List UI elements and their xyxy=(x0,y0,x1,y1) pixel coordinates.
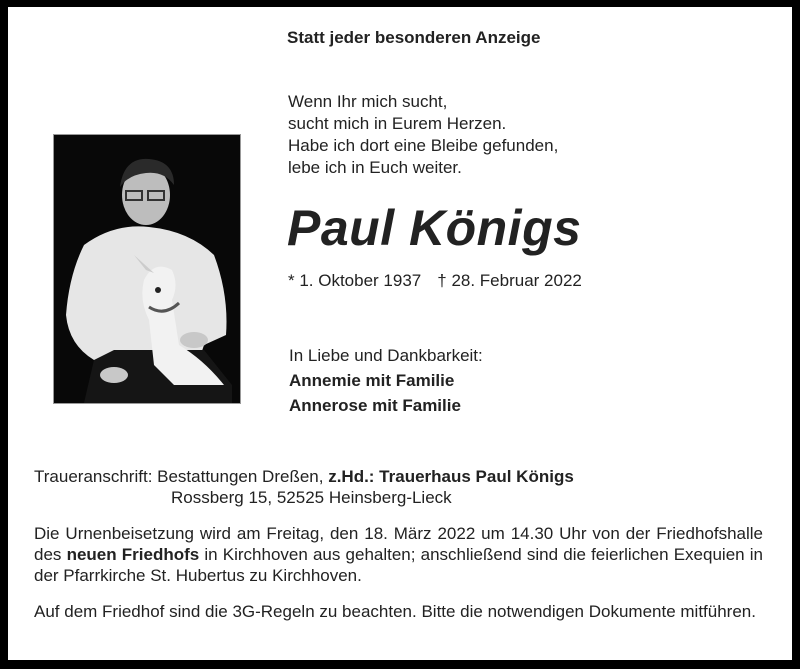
address-line2: Rossberg 15, 52525 Heinsberg-Lieck xyxy=(171,488,452,507)
poem-line: lebe ich in Euch weiter. xyxy=(288,158,462,177)
funeral-text: in Kirchhoven aus gehalten; anschließend sind die feierlichen Exequien in der Pfarrkirche St. Hubertus zu Kirchhoven. xyxy=(34,545,763,585)
funeral-location: neuen Friedhofs xyxy=(66,545,200,564)
address-label: Traueranschrift: xyxy=(34,467,158,486)
signer: Annerose mit Familie xyxy=(289,396,461,415)
life-dates xyxy=(288,271,582,291)
portrait-man-with-dog-icon xyxy=(54,135,240,403)
heading: Statt jeder besonderen Anzeige xyxy=(287,28,541,47)
thanks-intro: In Liebe und Dankbarkeit: xyxy=(289,346,483,365)
funeral-text: Die Urnenbeisetzung wird am Freitag, den 18. März 2022 um 14.30 Uhr von der Friedhofshalle des xyxy=(34,524,763,564)
poem-line: sucht mich in Eurem Herzen. xyxy=(288,114,507,133)
funeral-info xyxy=(34,523,763,586)
address-attention: z.Hd.: Trauerhaus Paul Königs xyxy=(328,467,574,486)
mourners xyxy=(289,343,483,418)
birth-date: * 1. Oktober 1937 xyxy=(288,271,422,290)
poem xyxy=(288,91,558,179)
signer: Annemie mit Familie xyxy=(289,371,455,390)
covid-notice: Auf dem Friedhof sind die 3G-Regeln zu beachten. Bitte die notwendigen Dokumente mitführen. xyxy=(34,602,756,621)
mourning-address xyxy=(34,466,574,508)
poem-line: Habe ich dort eine Bleibe gefunden, xyxy=(288,136,559,155)
obituary-page xyxy=(8,7,792,660)
deceased-name: Paul Königs xyxy=(287,200,582,256)
portrait-photo xyxy=(53,134,241,404)
death-date: † 28. Februar 2022 xyxy=(437,271,582,290)
address-line1: Bestattungen Dreßen, xyxy=(157,467,329,486)
poem-line: Wenn Ihr mich sucht, xyxy=(288,92,448,111)
